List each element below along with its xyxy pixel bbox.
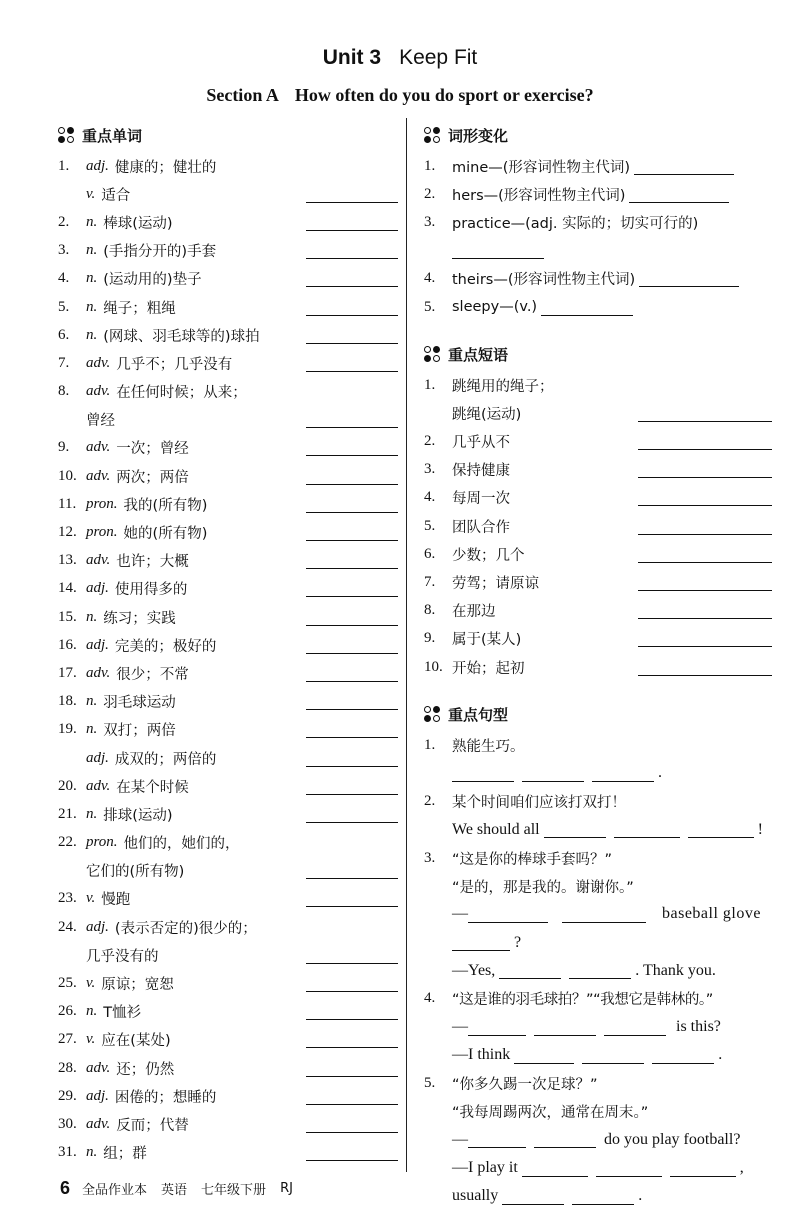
answer-blank[interactable]: [502, 1188, 564, 1205]
vocab-item: 27. v. 应在(某处): [58, 1026, 398, 1054]
section-title: [0, 85, 800, 106]
answer-blank[interactable]: [652, 1047, 714, 1064]
vocab-item: 2. n. 棒球(运动): [58, 208, 398, 236]
vocab-item: 31. n. 组；群: [58, 1139, 398, 1167]
phrase-item: 2. 几乎从不: [424, 428, 772, 456]
answer-blank[interactable]: [572, 1188, 634, 1205]
vocab-item: 9. adv. 一次；曾经: [58, 434, 398, 462]
sentence-5-answer-3: usually .: [452, 1187, 643, 1205]
sentence-5-answer-2: —I play it ,: [452, 1159, 744, 1177]
answer-blank[interactable]: [306, 270, 398, 287]
answer-blank[interactable]: [306, 299, 398, 316]
answer-blank[interactable]: [638, 433, 772, 450]
sentence-4: 4. “这是谁的羽毛球拍？”“我想它是韩林的。”: [424, 990, 713, 1009]
answer-blank[interactable]: [306, 862, 398, 879]
answer-blank[interactable]: [522, 765, 584, 782]
vocab-item: 23. v. 慢跑: [58, 885, 398, 913]
sentence-3-line-2: “是的，那是我的。谢谢你。”: [452, 879, 634, 896]
vocab-item: 22. pron. 他们的，她们的，: [58, 834, 240, 853]
vocab-item: v. 适合: [58, 180, 398, 208]
answer-blank[interactable]: [604, 1019, 666, 1036]
list-item-continued: [424, 237, 772, 265]
answer-blank[interactable]: [638, 489, 772, 506]
section-question: How often do you do sport or exercise?: [294, 85, 594, 105]
sentence-3-answer-2: ?: [424, 929, 772, 957]
answer-blank[interactable]: [534, 1131, 596, 1148]
phrases-heading: 重点短语: [424, 337, 772, 371]
answer-blank[interactable]: [514, 1047, 574, 1064]
clover-icon: [424, 127, 440, 143]
unit-title: Keep Fit: [399, 46, 478, 69]
sentences-heading: 重点句型: [424, 697, 772, 731]
answer-blank[interactable]: [499, 962, 561, 979]
answer-blank[interactable]: [306, 947, 398, 964]
page-footer: [60, 1178, 307, 1199]
clover-icon: [424, 346, 440, 362]
phrase-item: 跳绳(运动): [424, 399, 772, 427]
answer-blank[interactable]: [306, 1144, 398, 1161]
list-item: 4. theirs—(形容词性物主代词): [424, 265, 772, 293]
answer-blank[interactable]: [638, 518, 772, 535]
phrase-item: 10. 开始；起初: [424, 653, 772, 681]
answer-blank[interactable]: [306, 750, 398, 767]
vocab-item: 11. pron. 我的(所有物): [58, 490, 398, 518]
clover-icon: [58, 127, 74, 143]
vocab-item: 18. n. 羽毛球运动: [58, 688, 398, 716]
answer-blank[interactable]: [306, 975, 398, 992]
vocab-item: 10. adv. 两次；两倍: [58, 462, 398, 490]
vocab-item: adj. 成双的；两倍的: [58, 744, 398, 772]
answer-blank[interactable]: [670, 1160, 736, 1177]
sentence-4-answer-1: — is this?: [452, 1018, 721, 1036]
phrase-list: [424, 371, 772, 681]
sentence-1-answer: .: [424, 759, 772, 787]
answer-blank[interactable]: [306, 665, 398, 682]
answer-blank[interactable]: [452, 934, 510, 951]
phrase-item: 5. 团队合作: [424, 512, 772, 540]
answer-blank[interactable]: [592, 765, 654, 782]
phrase-item: 7. 劳驾；请原谅: [424, 568, 772, 596]
answer-blank[interactable]: [639, 270, 739, 287]
phrase-item: 3. 保持健康: [424, 456, 772, 484]
answer-blank[interactable]: [582, 1047, 644, 1064]
vocab-item: 4. n. (运动用的)垫子: [58, 265, 398, 293]
clover-icon: [424, 706, 440, 722]
subject: 英语: [161, 1183, 188, 1198]
answer-blank[interactable]: [306, 778, 398, 795]
list-item: 3. practice—(adj. 实际的；切实可行的): [424, 213, 699, 232]
right-column: [424, 118, 772, 1210]
vocab-item: 几乎没有的: [58, 941, 398, 969]
answer-blank[interactable]: [306, 524, 398, 541]
answer-blank[interactable]: [306, 1003, 398, 1020]
answer-blank[interactable]: [306, 609, 398, 626]
answer-blank[interactable]: [596, 1160, 662, 1177]
vocab-item: 14. adj. 使用得多的: [58, 575, 398, 603]
answer-blank[interactable]: [638, 461, 772, 478]
vocab-item: 19. n. 双打；两倍: [58, 716, 398, 744]
answer-blank[interactable]: [306, 242, 398, 259]
answer-blank[interactable]: [638, 630, 772, 647]
answer-blank[interactable]: [562, 906, 646, 923]
answer-blank[interactable]: [306, 468, 398, 485]
phrase-item: 8. 在那边: [424, 597, 772, 625]
answer-blank[interactable]: [306, 1031, 398, 1048]
list-item: 2. hers—(形容词性物主代词): [424, 180, 772, 208]
vocab-item: 3. n. (手指分开的)手套: [58, 237, 398, 265]
vocab-item: 13. adv. 也许；大概: [58, 547, 398, 575]
answer-blank[interactable]: [638, 574, 772, 591]
vocab-item: 24. adj. (表示否定的)很少的；: [58, 918, 257, 937]
vocab-item: 8. adv. 在任何时候；从来；: [58, 383, 247, 402]
phrase-item: 6. 少数；几个: [424, 540, 772, 568]
unit-label: Unit 3: [322, 46, 382, 69]
page-number: 6: [60, 1178, 71, 1198]
answer-blank[interactable]: [629, 186, 729, 203]
answer-blank[interactable]: [306, 806, 398, 823]
vocab-item: 1. adj. 健康的；健壮的: [58, 157, 217, 176]
answer-blank[interactable]: [306, 327, 398, 344]
vocab-item: 12. pron. 她的(所有物): [58, 518, 398, 546]
vocab-heading: 重点单词: [58, 118, 398, 152]
grade: 七年级下册: [201, 1183, 267, 1198]
answer-blank[interactable]: [638, 602, 772, 619]
vocab-item: 20. adv. 在某个时候: [58, 772, 398, 800]
left-column: [58, 118, 398, 1167]
sentence-3-answer-3: —Yes, . Thank you.: [452, 961, 716, 979]
wordforms-heading: 词形变化: [424, 118, 772, 152]
vocab-item: 16. adj. 完美的；极好的: [58, 631, 398, 659]
sentence-4-answer-2: —I think .: [452, 1046, 723, 1064]
answer-blank[interactable]: [306, 637, 398, 654]
vocab-item: 6. n. (网球、羽毛球等的)球拍: [58, 321, 398, 349]
vocab-item: 30. adv. 反而；代替: [58, 1110, 398, 1138]
sentence-5: 5. “你多久踢一次足球？”: [424, 1075, 598, 1094]
vocab-item: 21. n. 排球(运动): [58, 800, 398, 828]
phrase-item: 1. 跳绳用的绳子；: [424, 376, 554, 395]
sentence-2: 2. 某个时间咱们应该打双打！: [424, 793, 626, 812]
answer-blank[interactable]: [638, 405, 772, 422]
page-title: [0, 46, 800, 70]
sentence-5-line-2: “我每周踢两次，通常在周末。”: [452, 1105, 649, 1122]
answer-blank[interactable]: [306, 1060, 398, 1077]
answer-blank[interactable]: [306, 439, 398, 456]
answer-blank[interactable]: [306, 1116, 398, 1133]
vocab-item: 它们的(所有物): [58, 857, 398, 885]
answer-blank[interactable]: [522, 1160, 588, 1177]
sentence-3-answer-1: — baseball glove: [452, 905, 761, 923]
vocab-item: 26. n. T恤衫: [58, 998, 398, 1026]
answer-blank[interactable]: [306, 721, 398, 738]
answer-blank[interactable]: [452, 765, 514, 782]
vocab-item: 17. adv. 很少；不常: [58, 659, 398, 687]
phrase-item: 9. 属于(某人): [424, 625, 772, 653]
answer-blank[interactable]: [614, 821, 680, 838]
answer-blank[interactable]: [468, 1019, 526, 1036]
edition: RJ: [280, 1181, 293, 1196]
answer-blank[interactable]: [306, 693, 398, 710]
sentence-3: 3. “这是你的棒球手套吗？”: [424, 849, 613, 868]
answer-blank[interactable]: [544, 821, 606, 838]
answer-blank[interactable]: [468, 906, 548, 923]
sentence-5-answer-1: — do you play football?: [452, 1130, 741, 1148]
vocab-item: 25. v. 原谅；宽恕: [58, 969, 398, 997]
list-item: 5. sleepy—(v.): [424, 293, 772, 321]
answer-blank[interactable]: [541, 299, 633, 316]
answer-blank[interactable]: [452, 242, 544, 259]
answer-blank[interactable]: [306, 496, 398, 513]
vocab-item: 29. adj. 困倦的；想睡的: [58, 1082, 398, 1110]
list-item: 1. mine—(形容词性物主代词): [424, 152, 772, 180]
answer-blank[interactable]: [638, 546, 772, 563]
column-divider: [406, 118, 407, 1172]
answer-blank[interactable]: [306, 214, 398, 231]
answer-blank[interactable]: [534, 1019, 596, 1036]
sentence-2-answer: We should all !: [452, 820, 763, 838]
section-label: Section A: [206, 85, 279, 105]
answer-blank[interactable]: [468, 1131, 526, 1148]
book-title: 全品作业本: [82, 1183, 148, 1198]
answer-blank[interactable]: [306, 411, 398, 428]
answer-blank[interactable]: [306, 890, 398, 907]
sentence-1: 1. 熟能生巧。: [424, 736, 525, 755]
answer-blank[interactable]: [638, 659, 772, 676]
phrase-item: 4. 每周一次: [424, 484, 772, 512]
answer-blank[interactable]: [306, 355, 398, 372]
vocab-item: 15. n. 练习；实践: [58, 603, 398, 631]
vocab-item: 7. adv. 几乎不；几乎没有: [58, 349, 398, 377]
vocab-item: 曾经: [58, 406, 398, 434]
answer-blank[interactable]: [306, 552, 398, 569]
vocab-item: 5. n. 绳子；粗绳: [58, 293, 398, 321]
answer-blank[interactable]: [688, 821, 754, 838]
answer-blank[interactable]: [634, 158, 734, 175]
answer-blank[interactable]: [569, 962, 631, 979]
answer-blank[interactable]: [306, 1088, 398, 1105]
answer-blank[interactable]: [306, 580, 398, 597]
vocab-list: [58, 152, 398, 1167]
vocab-item: 28. adv. 还；仍然: [58, 1054, 398, 1082]
answer-blank[interactable]: [306, 186, 398, 203]
